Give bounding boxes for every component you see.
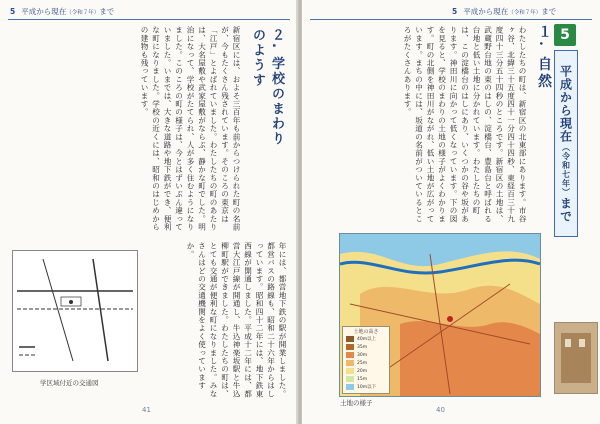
section-3-body: 年には、都営地下鉄の駅が開業しました。都営バスの路線も、昭和二十六年からはしっています。昭和四十二年には、地下鉄東西線が開通しました。平成十二年には、都営大江戸線が開通し、牛込神楽坂駅と牛込柳町駅ができました。わたしたちの町は、とても交通が便利な町になりました。みなさんはどの交通機関をよく使っていますか。 [186,242,287,398]
traffic-diagram [12,250,138,372]
right-header-rule [310,19,592,20]
legend-swatch [346,376,354,382]
legend-swatch [346,368,354,374]
legend-label: 30m [357,352,368,358]
photo-window [579,339,585,347]
traffic-diagram-svg [13,251,137,371]
legend-label: 35m [357,344,368,350]
legend-item [343,383,389,391]
school-location-marker [447,316,453,322]
chapter-number-badge: 5 [554,24,576,46]
section-1-body: わたしたちの町は、新宿区の北東部にあります。市谷ヶ谷、北緯三十五度四十一分四十四秒、東経百三十九度四十三分五十四秒のところです。新宿区の土地は、武蔵野台地の東のはしの、淀橋台、豊島台と呼ばれる台地と低い土地に分かれています。わたしたちの町は、この淀橋台のはしにあり、いくつかの谷や坂があります。神田川に向かって低くなっています。下の図を見ると、学校のまわりの土地の様子がよくわかります。町の北側を神田川がながれ、低い土地が広がっています。まちの中には、坂道の名前がついているところがたくさんあります。 [403,26,527,223]
left-page [0,0,298,424]
legend-swatch [346,352,354,358]
diagram-caption: 学区域付近の交通図 [40,379,99,387]
legend-item [343,367,389,375]
section-2-body: 新宿区には、およそ三百年も前からつけられた町の名前が、今もたくさん残されています。そのころの東京は「江戸」とよばれていました。わたしたちの町のあたりは、大名屋敷や武家屋敷がならぶ、静かな町でした。明治になって、学校がたてられ、人が多く住むようになりました。このころの町の様子は、今とはずいぶん違っていました。いまでは、大きな道路や地下鉄ができ、便利な町になりました。学校の近くには、昭和のはじめからの建物も残っています。 [140,26,241,231]
map-legend [342,326,390,394]
school-dot [69,300,73,304]
right-page-number: 40 [436,406,445,414]
left-running-header: 5 平成から現在（令和７年）まで [10,7,115,16]
legend-label: 20m [357,368,368,374]
left-header-rule [8,19,290,20]
legend-item [343,343,389,351]
legend-swatch [346,336,354,342]
legend-label: 10m以下 [357,385,377,390]
legend-title: 土地の高さ [353,329,379,335]
chapter-title: 平成から現在 （令和七年） まで [554,50,578,237]
legend-swatch [346,384,354,390]
legend-item [343,359,389,367]
right-running-header: 5 平成から現在（令和７年）まで [452,7,557,16]
photo-window [565,339,571,347]
legend-swatch [346,344,354,350]
photo-svg [555,323,597,393]
road-line [93,259,108,361]
legend-label: 40m以上 [357,337,377,342]
legend-item [343,351,389,359]
terrain-map [339,233,541,397]
legend-item [343,335,389,343]
road-line [43,259,73,361]
legend-item [343,375,389,383]
map-caption: 土地の様子 [340,399,373,407]
legend-swatch [346,360,354,366]
terrain-low [400,321,540,396]
section-2-title: ２. 学校のまわりのようす [250,28,284,147]
legend-label: 25m [357,360,368,366]
legend-items [343,335,389,391]
photo-thumbnail [554,322,598,394]
section-1-title: １. 自然 [536,24,552,91]
legend-label: 15m [357,376,368,382]
left-page-number: 41 [142,406,151,414]
